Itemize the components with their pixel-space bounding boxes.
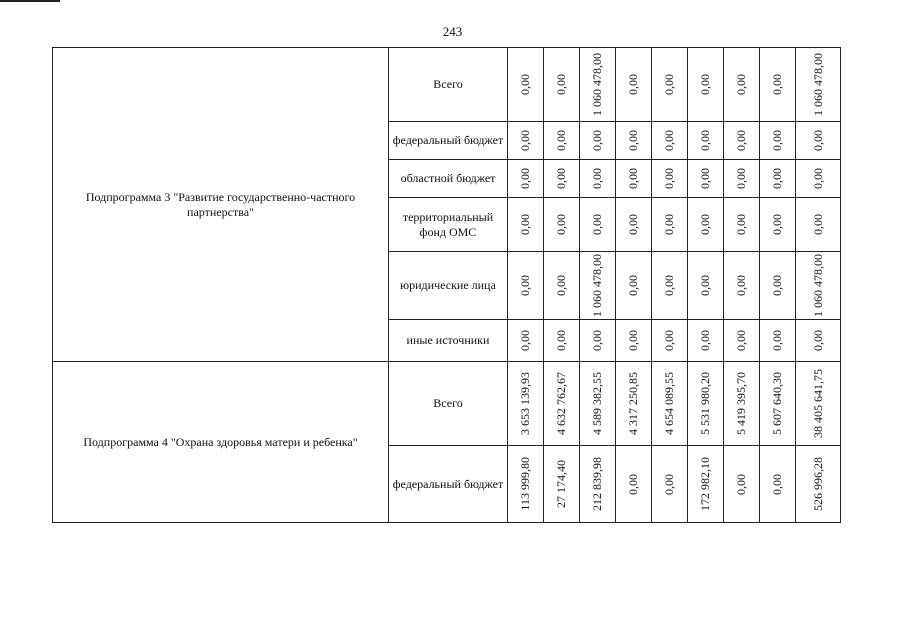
- value-cell: [616, 198, 652, 252]
- value-cell: [688, 320, 724, 362]
- value-cell-wrapper: [508, 130, 543, 151]
- value-text: 0,00: [770, 130, 784, 151]
- value-cell-wrapper: [652, 168, 687, 189]
- value-cell-wrapper: [724, 214, 759, 235]
- value-cell: [688, 48, 724, 122]
- value-cell: [652, 122, 688, 160]
- value-cell: [796, 122, 841, 160]
- value-cell: [796, 362, 841, 446]
- value-cell: [724, 446, 760, 523]
- value-text: 0,00: [590, 214, 604, 235]
- value-text: 0,00: [662, 330, 676, 351]
- value-cell: [652, 252, 688, 320]
- value-cell-wrapper: [796, 214, 840, 235]
- value-cell-wrapper: [616, 214, 651, 235]
- value-text: 0,00: [626, 214, 640, 235]
- value-cell: [652, 362, 688, 446]
- value-cell: [616, 252, 652, 320]
- value-text: 0,00: [698, 330, 712, 351]
- value-cell-wrapper: [544, 130, 579, 151]
- value-cell-wrapper: [616, 275, 651, 296]
- value-cell: [796, 198, 841, 252]
- value-cell-wrapper: [796, 53, 840, 116]
- value-text: 3 653 139,93: [518, 372, 532, 435]
- value-text: 0,00: [734, 275, 748, 296]
- value-cell-wrapper: [544, 372, 579, 435]
- value-cell: [544, 198, 580, 252]
- value-cell-wrapper: [544, 275, 579, 296]
- value-text: 4 632 762,67: [554, 372, 568, 435]
- value-text: 0,00: [810, 168, 825, 189]
- value-cell: [580, 198, 616, 252]
- value-cell-wrapper: [760, 330, 795, 351]
- value-text: 0,00: [770, 74, 784, 95]
- value-cell: [688, 362, 724, 446]
- funding-source-cell: юридические лица: [389, 252, 508, 320]
- value-text: 113 999,80: [518, 457, 532, 511]
- value-text: 0,00: [810, 130, 825, 151]
- value-cell: [724, 362, 760, 446]
- funding-source-cell: территориальный фонд ОМС: [389, 198, 508, 252]
- table-row: [53, 362, 841, 446]
- value-text: 0,00: [698, 214, 712, 235]
- value-text: 1 060 478,00: [590, 53, 604, 116]
- value-cell-wrapper: [760, 372, 795, 435]
- value-text: 1 060 478,00: [810, 53, 825, 116]
- value-cell-wrapper: [508, 214, 543, 235]
- value-text: 0,00: [554, 275, 568, 296]
- value-cell-wrapper: [616, 130, 651, 151]
- value-cell-wrapper: [796, 330, 840, 351]
- value-cell-wrapper: [580, 168, 615, 189]
- value-cell: [724, 160, 760, 198]
- page-number: 243: [442, 24, 463, 39]
- funding-source-cell: областной бюджет: [389, 160, 508, 198]
- value-cell: [652, 48, 688, 122]
- value-text: 4 589 382,55: [590, 372, 604, 435]
- funding-source-cell: иные источники: [389, 320, 508, 362]
- value-cell-wrapper: [580, 214, 615, 235]
- value-cell-wrapper: [724, 474, 759, 495]
- value-cell-wrapper: [580, 330, 615, 351]
- value-text: 0,00: [734, 74, 748, 95]
- value-text: 0,00: [626, 473, 640, 495]
- value-text: 1 060 478,00: [590, 254, 604, 317]
- value-cell: [616, 446, 652, 523]
- value-text: 5 531 980,20: [698, 372, 712, 435]
- value-text: 0,00: [554, 130, 568, 151]
- value-cell-wrapper: [760, 214, 795, 235]
- value-cell: [508, 122, 544, 160]
- value-text: 0,00: [770, 275, 784, 296]
- value-cell-wrapper: [724, 130, 759, 151]
- value-cell-wrapper: [580, 457, 615, 511]
- value-cell-wrapper: [580, 372, 615, 435]
- value-cell: [760, 252, 796, 320]
- value-cell: [796, 48, 841, 122]
- value-cell: [580, 320, 616, 362]
- value-text: 212 839,98: [590, 457, 604, 511]
- value-text: 0,00: [590, 168, 604, 189]
- value-cell: [508, 446, 544, 523]
- value-cell: [760, 446, 796, 523]
- value-cell-wrapper: [796, 457, 840, 511]
- value-cell-wrapper: [652, 214, 687, 235]
- value-cell: [796, 446, 841, 523]
- value-cell: [724, 320, 760, 362]
- value-cell-wrapper: [508, 457, 543, 511]
- value-text: 526 996,28: [810, 457, 825, 511]
- value-text: 4 654 089,55: [662, 372, 676, 435]
- value-cell-wrapper: [652, 372, 687, 435]
- value-cell: [616, 48, 652, 122]
- value-cell: [580, 122, 616, 160]
- value-cell-wrapper: [544, 214, 579, 235]
- value-text: 0,00: [662, 168, 676, 189]
- program-name-cell: Подпрограмма 3 "Развитие государственно-частного партнерства": [53, 48, 389, 362]
- value-text: 0,00: [554, 74, 568, 95]
- value-cell: [652, 320, 688, 362]
- budget-table: [52, 47, 841, 523]
- value-cell-wrapper: [688, 372, 723, 435]
- value-cell: [760, 362, 796, 446]
- value-cell: [688, 446, 724, 523]
- value-cell: [652, 446, 688, 523]
- value-cell: [580, 362, 616, 446]
- value-cell-wrapper: [508, 74, 543, 95]
- value-cell-wrapper: [616, 330, 651, 351]
- value-text: 0,00: [554, 330, 568, 351]
- value-text: 0,00: [518, 130, 532, 151]
- value-text: 0,00: [662, 473, 676, 495]
- value-cell: [544, 446, 580, 523]
- value-text: 0,00: [770, 168, 784, 189]
- value-cell: [544, 320, 580, 362]
- value-cell-wrapper: [508, 275, 543, 296]
- value-cell: [796, 320, 841, 362]
- value-text: 0,00: [662, 130, 676, 151]
- value-text: 0,00: [626, 74, 640, 95]
- value-cell-wrapper: [580, 130, 615, 151]
- value-cell-wrapper: [544, 460, 579, 508]
- value-cell: [724, 48, 760, 122]
- value-text: 0,00: [662, 275, 676, 296]
- value-text: 0,00: [698, 74, 712, 95]
- value-cell: [688, 198, 724, 252]
- value-cell: [508, 160, 544, 198]
- value-cell-wrapper: [652, 275, 687, 296]
- value-text: 0,00: [698, 275, 712, 296]
- value-cell: [724, 252, 760, 320]
- value-text: 0,00: [662, 214, 676, 235]
- value-text: 0,00: [770, 473, 784, 495]
- value-text: 0,00: [662, 74, 676, 95]
- value-cell-wrapper: [688, 168, 723, 189]
- value-cell-wrapper: [796, 168, 840, 189]
- value-text: 0,00: [810, 214, 825, 235]
- value-cell-wrapper: [688, 457, 723, 511]
- value-text: 0,00: [626, 168, 640, 189]
- value-cell-wrapper: [760, 275, 795, 296]
- value-cell: [508, 320, 544, 362]
- value-text: 5 607 640,30: [770, 372, 784, 435]
- value-cell-wrapper: [796, 369, 840, 438]
- value-cell: [760, 48, 796, 122]
- value-cell: [544, 160, 580, 198]
- value-text: 0,00: [554, 168, 568, 189]
- value-cell-wrapper: [544, 330, 579, 351]
- value-cell-wrapper: [652, 74, 687, 95]
- value-cell-wrapper: [544, 74, 579, 95]
- value-cell-wrapper: [760, 168, 795, 189]
- value-cell-wrapper: [652, 330, 687, 351]
- value-text: 0,00: [518, 168, 532, 189]
- value-cell: [796, 252, 841, 320]
- value-cell-wrapper: [760, 74, 795, 95]
- value-cell: [508, 198, 544, 252]
- value-cell: [760, 122, 796, 160]
- value-cell: [688, 122, 724, 160]
- value-cell: [544, 48, 580, 122]
- value-text: 27 174,40: [554, 460, 568, 508]
- value-text: 0,00: [518, 275, 532, 296]
- value-cell: [508, 48, 544, 122]
- value-cell-wrapper: [616, 474, 651, 495]
- value-cell: [544, 362, 580, 446]
- value-cell-wrapper: [508, 372, 543, 435]
- value-text: 172 982,10: [698, 457, 712, 511]
- value-text: 5 419 395,70: [734, 372, 748, 435]
- value-cell-wrapper: [796, 254, 840, 317]
- value-cell: [724, 122, 760, 160]
- value-cell: [760, 198, 796, 252]
- value-cell-wrapper: [616, 372, 651, 435]
- value-cell-wrapper: [724, 74, 759, 95]
- value-cell: [616, 160, 652, 198]
- value-text: 0,00: [626, 130, 640, 151]
- value-text: 0,00: [518, 330, 532, 351]
- value-cell: [544, 252, 580, 320]
- value-text: 0,00: [590, 330, 604, 351]
- value-text: 0,00: [518, 74, 532, 95]
- value-text: 0,00: [518, 214, 532, 235]
- value-cell: [724, 198, 760, 252]
- value-cell-wrapper: [580, 53, 615, 116]
- value-cell: [652, 198, 688, 252]
- table-row: [53, 48, 841, 122]
- value-text: 0,00: [734, 330, 748, 351]
- scan-edge-mark: [0, 0, 60, 2]
- value-cell: [580, 48, 616, 122]
- value-text: 0,00: [734, 168, 748, 189]
- value-text: 0,00: [698, 130, 712, 151]
- funding-source-cell: Всего: [389, 48, 508, 122]
- funding-source-cell: федеральный бюджет: [389, 122, 508, 160]
- value-cell: [616, 122, 652, 160]
- value-cell-wrapper: [508, 330, 543, 351]
- value-text: 38 405 641,75: [810, 369, 825, 438]
- value-cell: [544, 122, 580, 160]
- value-cell-wrapper: [616, 74, 651, 95]
- value-cell: [580, 252, 616, 320]
- value-cell: [616, 362, 652, 446]
- value-text: 0,00: [554, 214, 568, 235]
- value-cell-wrapper: [688, 74, 723, 95]
- value-cell-wrapper: [688, 130, 723, 151]
- value-cell-wrapper: [724, 330, 759, 351]
- value-cell: [796, 160, 841, 198]
- value-cell: [760, 160, 796, 198]
- value-cell-wrapper: [724, 372, 759, 435]
- value-cell: [508, 362, 544, 446]
- funding-source-cell: Всего: [389, 362, 508, 446]
- value-text: 0,00: [626, 275, 640, 296]
- value-cell-wrapper: [688, 330, 723, 351]
- value-text: 0,00: [698, 168, 712, 189]
- value-cell: [652, 160, 688, 198]
- value-text: 4 317 250,85: [626, 372, 640, 435]
- value-text: 0,00: [810, 330, 825, 351]
- value-cell-wrapper: [724, 168, 759, 189]
- value-text: 0,00: [734, 214, 748, 235]
- value-text: 1 060 478,00: [810, 254, 825, 317]
- value-cell-wrapper: [580, 254, 615, 317]
- value-cell: [688, 160, 724, 198]
- value-cell: [616, 320, 652, 362]
- value-text: 0,00: [770, 214, 784, 235]
- value-cell-wrapper: [796, 130, 840, 151]
- value-cell-wrapper: [508, 168, 543, 189]
- value-cell: [580, 160, 616, 198]
- value-cell-wrapper: [616, 168, 651, 189]
- value-cell-wrapper: [688, 275, 723, 296]
- value-text: 0,00: [590, 130, 604, 151]
- value-cell-wrapper: [760, 130, 795, 151]
- value-cell-wrapper: [652, 474, 687, 495]
- value-cell-wrapper: [652, 130, 687, 151]
- value-text: 0,00: [734, 473, 748, 495]
- value-cell: [760, 320, 796, 362]
- value-cell-wrapper: [544, 168, 579, 189]
- value-cell-wrapper: [724, 275, 759, 296]
- value-text: 0,00: [734, 130, 748, 151]
- program-name-cell: Подпрограмма 4 "Охрана здоровья матери и ребенка": [53, 362, 389, 523]
- value-cell: [580, 446, 616, 523]
- value-text: 0,00: [626, 330, 640, 351]
- value-cell: [688, 252, 724, 320]
- value-cell-wrapper: [760, 474, 795, 495]
- value-cell-wrapper: [688, 214, 723, 235]
- value-text: 0,00: [770, 330, 784, 351]
- value-cell: [508, 252, 544, 320]
- funding-source-cell: федеральный бюджет: [389, 446, 508, 523]
